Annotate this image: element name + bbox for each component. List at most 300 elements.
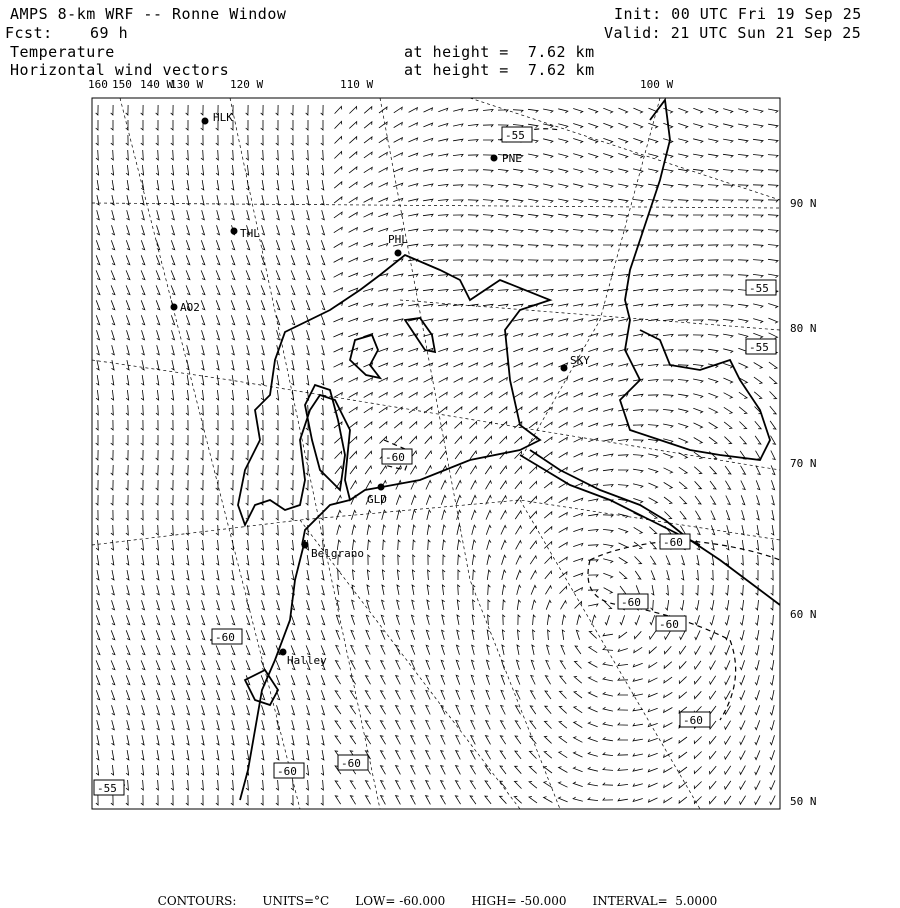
wind-barb	[216, 180, 219, 190]
wind-barb	[528, 229, 538, 232]
wind-barb	[411, 721, 416, 730]
wind-barb	[277, 600, 280, 610]
wind-barb	[651, 570, 655, 579]
wind-barb	[127, 195, 130, 205]
wind-barb	[276, 285, 280, 294]
wind-barb	[438, 334, 448, 337]
wind-barb	[530, 541, 537, 549]
wind-barb	[111, 480, 113, 490]
wind-barb	[394, 378, 403, 382]
wind-barb	[680, 600, 684, 610]
wind-barb	[588, 707, 597, 712]
wind-barb	[141, 435, 143, 445]
wind-barb	[517, 600, 520, 610]
wind-barb	[141, 390, 144, 400]
wind-barb	[393, 183, 402, 187]
wind-barb	[426, 495, 431, 504]
wind-barb	[412, 570, 415, 580]
wind-barb	[470, 466, 476, 474]
wind-barb	[530, 751, 537, 758]
wind-barb	[696, 570, 698, 580]
wind-barb	[411, 691, 416, 700]
wind-barb	[365, 721, 370, 729]
wind-barb	[618, 708, 628, 710]
wind-barb	[306, 375, 309, 385]
wind-barb	[514, 437, 521, 444]
wind-barb	[306, 555, 309, 565]
wind-barb	[231, 165, 234, 175]
wind-barb	[724, 796, 731, 804]
wind-barb	[442, 510, 446, 520]
wind-barb	[498, 214, 508, 217]
wind-barb	[468, 348, 477, 351]
wind-barb	[334, 273, 343, 278]
wind-barb	[398, 540, 401, 550]
wind-barb	[709, 796, 716, 804]
wind-barb	[381, 646, 385, 655]
wind-barb	[438, 169, 448, 172]
wind-barb	[186, 450, 188, 460]
wind-barb	[216, 480, 218, 490]
wind-barb	[663, 139, 673, 143]
wind-barb	[603, 108, 612, 113]
wind-barb	[723, 124, 733, 128]
wind-barb	[693, 408, 702, 413]
wind-barb	[379, 183, 388, 187]
wind-barb	[201, 375, 204, 385]
wind-barb	[648, 319, 658, 322]
wind-barb	[501, 526, 506, 535]
wind-barb	[291, 435, 293, 445]
wind-barb	[678, 424, 688, 429]
wind-barb	[141, 270, 145, 279]
wind-barb	[186, 540, 188, 550]
wind-barb	[216, 495, 218, 505]
wind-barb	[738, 200, 748, 202]
wind-barb	[413, 555, 415, 565]
wind-barb	[247, 195, 250, 205]
wind-barb	[513, 290, 523, 292]
wind-barb	[322, 210, 325, 220]
low-value: LOW= -60.000	[355, 894, 446, 908]
wind-barb	[187, 705, 190, 715]
wind-barb	[515, 466, 522, 474]
wind-barb	[738, 363, 747, 368]
wind-barb	[438, 200, 448, 202]
wind-barb	[380, 736, 385, 745]
wind-barb	[502, 585, 506, 595]
wind-barb	[96, 390, 99, 400]
wind-barb	[171, 615, 174, 624]
wind-barb	[231, 780, 233, 790]
wind-barb	[127, 705, 130, 715]
wind-barb	[216, 540, 218, 550]
wind-barb	[513, 275, 523, 277]
wind-barb	[141, 795, 143, 805]
wind-barb	[483, 348, 492, 351]
wind-barb	[394, 422, 402, 428]
wind-barb	[755, 645, 759, 655]
wind-barb	[378, 363, 387, 367]
wind-barb	[322, 585, 325, 595]
wind-barb	[396, 766, 401, 775]
wind-barb	[247, 735, 250, 745]
wind-barb	[171, 465, 174, 475]
wind-barb	[321, 750, 324, 760]
wind-barb	[575, 646, 581, 654]
wind-barb	[335, 796, 340, 804]
wind-barb	[291, 690, 294, 699]
wind-barb	[364, 378, 373, 382]
wind-barb	[514, 796, 521, 803]
wind-barb	[126, 555, 129, 565]
wind-barb	[443, 540, 446, 550]
wind-barb	[246, 750, 249, 760]
wind-barb	[648, 469, 658, 474]
wind-barb	[111, 690, 114, 699]
wind-barb	[711, 585, 714, 595]
wind-barb	[426, 721, 430, 730]
wind-barb	[352, 600, 355, 610]
wind-barb	[588, 469, 598, 472]
wind-barb	[141, 480, 143, 490]
wind-barb	[726, 510, 729, 519]
wind-barb	[127, 600, 130, 610]
wind-barb	[635, 615, 640, 624]
wind-barb	[711, 511, 715, 520]
wind-barb	[740, 736, 746, 745]
wind-barb	[216, 285, 220, 294]
wind-barb	[156, 405, 158, 415]
wind-barb	[741, 481, 745, 490]
wind-barb	[708, 260, 718, 262]
wind-barb	[141, 780, 143, 790]
wind-barb	[126, 105, 128, 115]
wind-barb	[397, 525, 400, 535]
map-frame	[92, 98, 780, 809]
wind-barb	[770, 705, 774, 715]
wind-barb	[335, 706, 341, 714]
wind-barb	[423, 199, 433, 202]
wind-barb	[708, 109, 718, 114]
wind-barb	[291, 795, 293, 805]
wind-barb	[619, 572, 627, 579]
wind-barb	[171, 285, 175, 294]
wind-barb	[364, 152, 372, 158]
wind-barb	[679, 677, 686, 684]
wind-barb	[393, 198, 402, 201]
wind-barb	[246, 390, 249, 400]
wind-barb	[247, 600, 250, 610]
wind-barb	[97, 360, 100, 370]
wind-barb	[364, 422, 372, 428]
wind-barb	[423, 169, 433, 172]
wind-barb	[277, 210, 280, 220]
wind-barb	[651, 585, 654, 595]
wind-barb	[171, 765, 174, 775]
coastline-segment	[302, 500, 350, 545]
wind-barb	[291, 465, 294, 475]
wind-barb	[753, 185, 763, 188]
wind-barb	[468, 363, 477, 367]
wind-barb	[771, 615, 774, 625]
wind-barb	[574, 737, 583, 743]
wind-barb	[738, 304, 748, 307]
wind-barb	[216, 300, 220, 309]
wind-barb	[156, 420, 158, 430]
wind-barb	[366, 796, 371, 805]
wind-barb	[456, 751, 461, 760]
wind-barb	[604, 588, 613, 594]
wind-barb	[378, 319, 388, 322]
wind-barb	[453, 185, 463, 187]
wind-barb	[533, 615, 536, 625]
wind-barb	[186, 315, 189, 324]
wind-barb	[97, 225, 100, 235]
contour-label: -55	[749, 341, 769, 354]
wind-barb	[618, 184, 628, 188]
wind-barb	[186, 645, 190, 654]
wind-barb	[678, 380, 688, 383]
wind-barb	[709, 437, 717, 444]
wind-barb	[498, 199, 508, 202]
wind-barb	[664, 468, 673, 474]
wind-barb	[483, 230, 493, 233]
wind-barb	[503, 615, 505, 625]
wind-barb	[171, 315, 174, 324]
wind-barb	[322, 360, 325, 370]
wind-barb	[111, 570, 114, 580]
wind-barb	[111, 750, 114, 760]
wind-barb	[246, 300, 250, 309]
wind-barb	[423, 229, 433, 232]
wind-barb	[171, 750, 174, 760]
wind-barb	[201, 675, 205, 684]
wind-barb	[484, 422, 491, 429]
wind-barb	[663, 319, 673, 321]
wind-barb	[261, 660, 265, 669]
wind-barb	[633, 169, 643, 173]
wind-barb	[261, 795, 263, 805]
wind-barb	[725, 736, 731, 744]
wind-barb	[426, 751, 431, 760]
wind-barb	[365, 451, 372, 459]
wind-barb	[231, 420, 233, 430]
wind-barb	[398, 555, 400, 565]
wind-barb	[321, 450, 323, 460]
wind-barb	[337, 525, 341, 535]
wind-barb	[382, 600, 385, 610]
wind-barb	[395, 436, 402, 443]
wind-barb	[592, 615, 596, 625]
wind-barb	[543, 199, 553, 203]
wind-barb	[216, 795, 218, 805]
wind-barb	[695, 496, 701, 504]
wind-barb	[261, 375, 264, 385]
wind-barb	[577, 615, 581, 625]
station-label: GLD	[367, 493, 387, 506]
wind-barb	[755, 421, 761, 429]
wind-barb	[187, 345, 190, 355]
wind-barb	[603, 515, 613, 518]
wind-barb	[291, 780, 293, 790]
wind-barb	[334, 348, 343, 352]
wind-barb	[694, 423, 703, 428]
wind-barb	[755, 781, 761, 790]
wind-barb	[276, 660, 280, 669]
wind-barb	[186, 570, 189, 580]
wind-barb	[126, 390, 129, 400]
wind-barb	[695, 646, 701, 655]
wind-barb	[453, 139, 463, 142]
wind-barb	[321, 150, 323, 160]
wind-barb	[529, 796, 537, 803]
wind-barb	[723, 334, 733, 338]
wind-barb	[202, 585, 205, 595]
wind-barb	[618, 245, 628, 247]
contour-labels	[94, 127, 776, 795]
wind-barb	[111, 405, 113, 415]
wind-barb	[471, 751, 476, 760]
wind-barb	[141, 540, 143, 550]
wind-barb	[276, 315, 279, 324]
wind-barb	[276, 675, 280, 684]
wind-barb	[171, 780, 173, 790]
wind-barb	[171, 675, 175, 684]
wind-barb	[559, 408, 568, 413]
wind-barb	[603, 559, 613, 563]
wind-barb	[678, 245, 688, 247]
wind-barb	[96, 495, 98, 505]
wind-barb	[663, 230, 673, 232]
wind-barb	[231, 390, 234, 400]
wind-barb	[261, 180, 264, 190]
wind-barb	[411, 630, 415, 639]
wind-barb	[472, 525, 476, 535]
wind-barb	[231, 465, 234, 475]
wind-barb	[378, 198, 387, 202]
wind-barb	[487, 660, 490, 670]
wind-barb	[112, 705, 115, 715]
wind-barb	[544, 407, 552, 412]
wind-barb	[561, 645, 565, 654]
wind-barb	[618, 424, 628, 427]
station-label: HLK	[213, 111, 233, 124]
wind-barb	[335, 781, 341, 789]
wind-barb	[307, 705, 310, 715]
wind-barb	[663, 169, 673, 173]
wind-barb	[573, 378, 582, 382]
wind-barb	[96, 660, 100, 669]
wind-barb	[350, 466, 357, 474]
wind-barb	[679, 661, 686, 668]
wind-barb	[648, 169, 658, 173]
wind-barb	[216, 645, 220, 654]
wind-barb	[321, 780, 323, 790]
wind-barb	[648, 184, 658, 188]
wind-barb	[454, 407, 462, 413]
wind-barb	[574, 691, 582, 698]
wind-barb	[291, 135, 293, 145]
wind-barb	[335, 721, 341, 729]
wind-barb	[291, 675, 295, 684]
wind-barb	[276, 135, 278, 145]
wind-barb	[172, 735, 175, 745]
wind-barb	[588, 604, 598, 607]
wind-barb	[438, 245, 448, 247]
wind-barb	[350, 721, 356, 729]
wind-barb	[635, 571, 641, 579]
wind-barb	[171, 390, 174, 400]
wind-barb	[397, 570, 399, 580]
wind-barb	[306, 765, 309, 775]
wind-barb	[334, 182, 342, 188]
wind-barb	[484, 363, 493, 367]
wind-barb	[501, 706, 506, 715]
wind-barb	[770, 660, 774, 670]
wind-barb	[423, 138, 432, 141]
wind-barb	[543, 154, 553, 158]
station-label: AO2	[180, 301, 200, 314]
wind-barb	[365, 736, 370, 744]
wind-barb	[231, 645, 235, 654]
wind-barb	[558, 319, 568, 322]
wind-barb	[618, 169, 628, 173]
wind-barb	[603, 737, 613, 741]
wind-barb	[291, 165, 294, 175]
wind-barb	[186, 390, 189, 400]
wind-barb	[768, 245, 778, 248]
wind-barb	[725, 781, 731, 789]
wind-barb	[428, 570, 430, 580]
wind-barb	[500, 496, 506, 505]
wind-barb	[348, 288, 357, 292]
wind-barb	[127, 330, 130, 340]
wind-barb	[486, 525, 491, 534]
wind-barb	[111, 495, 113, 505]
wind-barb	[769, 377, 777, 384]
wind-barb	[141, 555, 144, 565]
wind-barb	[321, 480, 323, 490]
wind-barb	[321, 135, 323, 145]
wind-barb	[112, 345, 115, 355]
wind-barb	[678, 230, 688, 232]
wind-barb	[96, 570, 99, 580]
graticule-line	[92, 203, 780, 208]
wind-barb	[588, 393, 597, 397]
wind-barb	[753, 260, 763, 263]
wind-barb	[126, 480, 128, 490]
wind-barb	[589, 631, 596, 638]
wind-barb	[96, 255, 100, 264]
wind-barb	[217, 195, 220, 205]
wind-barb	[408, 138, 417, 142]
wind-barb	[157, 600, 160, 610]
wind-barb	[484, 392, 492, 398]
wind-barb	[603, 409, 613, 412]
wind-barb	[679, 752, 687, 758]
wind-barb	[427, 600, 430, 610]
wind-barb	[232, 735, 235, 745]
wind-barb	[396, 676, 401, 685]
wind-barb	[276, 375, 279, 385]
wind-barb	[533, 630, 535, 640]
wind-barb	[216, 165, 219, 175]
wind-barb	[141, 465, 144, 475]
wind-barb	[500, 781, 506, 789]
wind-barb	[126, 795, 128, 805]
wind-barb	[187, 225, 190, 235]
